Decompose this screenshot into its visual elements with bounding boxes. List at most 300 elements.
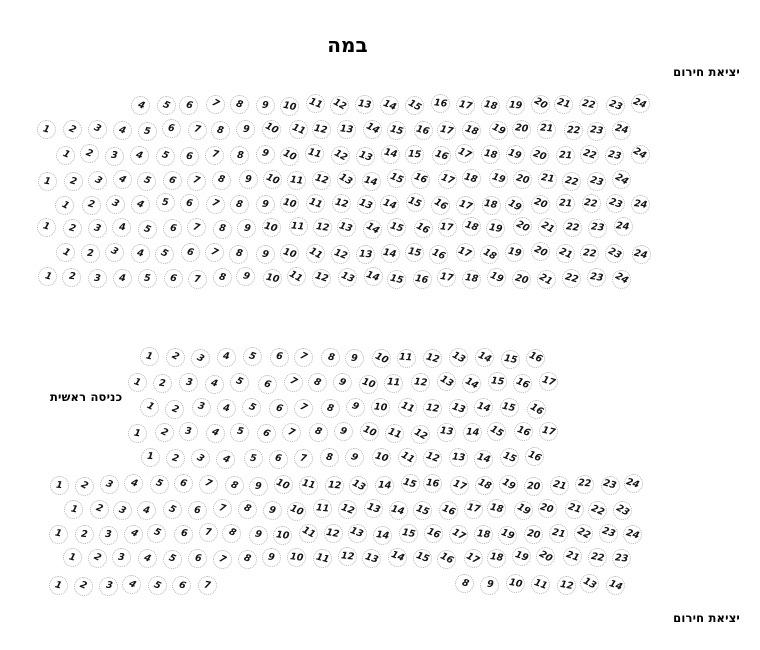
seat[interactable]: [387, 270, 406, 289]
seat[interactable]: [388, 548, 407, 567]
seat[interactable]: [289, 120, 308, 139]
seat[interactable]: [130, 146, 149, 165]
seat[interactable]: [345, 448, 364, 467]
seat[interactable]: [556, 244, 575, 263]
seat[interactable]: [287, 548, 306, 567]
seat[interactable]: [431, 94, 450, 113]
seat[interactable]: [257, 424, 276, 443]
seat[interactable]: [294, 449, 313, 468]
seat[interactable]: [330, 96, 349, 115]
seat[interactable]: [449, 448, 468, 467]
seat[interactable]: [538, 218, 557, 237]
seat[interactable]: [80, 144, 99, 163]
seat[interactable]: [113, 121, 132, 140]
seat[interactable]: [282, 423, 301, 442]
seat[interactable]: [140, 398, 159, 417]
seat[interactable]: [380, 195, 399, 214]
seat[interactable]: [606, 96, 625, 115]
seat[interactable]: [128, 424, 147, 443]
seat[interactable]: [64, 172, 83, 191]
seat[interactable]: [411, 373, 430, 392]
seat[interactable]: [128, 373, 147, 392]
seat[interactable]: [230, 95, 249, 114]
seat[interactable]: [524, 525, 543, 544]
seat[interactable]: [429, 245, 448, 264]
seat[interactable]: [198, 576, 217, 595]
seat[interactable]: [487, 268, 506, 287]
seat[interactable]: [222, 524, 241, 543]
seat[interactable]: [90, 500, 109, 519]
seat[interactable]: [512, 547, 531, 566]
seat[interactable]: [431, 196, 450, 215]
seat[interactable]: [439, 501, 458, 520]
seat[interactable]: [456, 196, 475, 215]
seat[interactable]: [381, 244, 400, 263]
seat[interactable]: [413, 549, 432, 568]
seat[interactable]: [216, 450, 235, 469]
seat[interactable]: [574, 524, 593, 543]
seat[interactable]: [538, 170, 557, 189]
seat[interactable]: [299, 476, 318, 495]
seat[interactable]: [156, 147, 175, 166]
seat[interactable]: [230, 195, 249, 214]
seat[interactable]: [217, 399, 236, 418]
seat[interactable]: [587, 122, 606, 141]
seat[interactable]: [230, 146, 249, 165]
seat[interactable]: [512, 270, 531, 289]
seat[interactable]: [113, 269, 132, 288]
seat[interactable]: [179, 96, 198, 115]
seat[interactable]: [631, 145, 650, 164]
seat[interactable]: [348, 524, 367, 543]
seat[interactable]: [156, 193, 175, 212]
seat[interactable]: [498, 526, 517, 545]
seat[interactable]: [487, 549, 506, 568]
seat[interactable]: [157, 96, 176, 115]
seat[interactable]: [437, 550, 456, 569]
seat[interactable]: [74, 577, 93, 596]
seat[interactable]: [357, 195, 376, 214]
seat[interactable]: [205, 146, 224, 165]
seat[interactable]: [155, 423, 174, 442]
seat[interactable]: [531, 575, 550, 594]
seat[interactable]: [563, 218, 582, 237]
seat[interactable]: [280, 244, 299, 263]
seat[interactable]: [413, 270, 432, 289]
seat[interactable]: [631, 195, 650, 214]
seat[interactable]: [312, 120, 331, 139]
seat[interactable]: [372, 448, 391, 467]
seat[interactable]: [82, 196, 101, 215]
seat[interactable]: [438, 218, 457, 237]
seat[interactable]: [582, 194, 601, 213]
seat[interactable]: [623, 525, 642, 544]
seat[interactable]: [172, 576, 191, 595]
seat[interactable]: [530, 146, 549, 165]
seat[interactable]: [284, 373, 303, 392]
seat[interactable]: [131, 96, 150, 115]
seat[interactable]: [312, 171, 331, 190]
seat[interactable]: [337, 120, 356, 139]
seat[interactable]: [333, 373, 352, 392]
seat[interactable]: [455, 144, 474, 163]
seat[interactable]: [411, 425, 430, 444]
seat[interactable]: [413, 501, 432, 520]
seat[interactable]: [475, 348, 494, 367]
seat[interactable]: [588, 219, 607, 238]
seat[interactable]: [166, 449, 185, 468]
seat[interactable]: [506, 96, 525, 115]
seat[interactable]: [612, 121, 631, 140]
seat[interactable]: [475, 476, 494, 495]
seat[interactable]: [238, 550, 257, 569]
seat[interactable]: [187, 218, 206, 237]
seat[interactable]: [486, 219, 505, 238]
seat[interactable]: [423, 449, 442, 468]
seat[interactable]: [148, 576, 167, 595]
seat[interactable]: [140, 347, 159, 366]
seat[interactable]: [554, 95, 573, 114]
seat[interactable]: [363, 220, 382, 239]
seat[interactable]: [371, 398, 390, 417]
seat[interactable]: [462, 270, 481, 289]
seat[interactable]: [606, 576, 625, 595]
seat[interactable]: [163, 219, 182, 238]
seat[interactable]: [192, 398, 211, 417]
seat[interactable]: [299, 524, 318, 543]
seat[interactable]: [462, 217, 481, 236]
seat[interactable]: [424, 524, 443, 543]
seat[interactable]: [512, 120, 531, 139]
seat[interactable]: [401, 474, 420, 493]
seat[interactable]: [306, 244, 325, 263]
seat[interactable]: [487, 499, 506, 518]
seat[interactable]: [262, 120, 281, 139]
seat[interactable]: [338, 547, 357, 566]
seat[interactable]: [588, 548, 607, 567]
seat[interactable]: [313, 499, 332, 518]
seat[interactable]: [289, 217, 308, 236]
seat[interactable]: [287, 267, 306, 286]
seat[interactable]: [113, 170, 132, 189]
seat[interactable]: [398, 448, 417, 467]
seat[interactable]: [389, 501, 408, 520]
seat[interactable]: [249, 477, 268, 496]
seat[interactable]: [174, 525, 193, 544]
seat[interactable]: [131, 244, 150, 263]
seat[interactable]: [56, 243, 75, 262]
seat[interactable]: [337, 218, 356, 237]
seat[interactable]: [384, 374, 403, 393]
seat[interactable]: [62, 268, 81, 287]
seat[interactable]: [489, 121, 508, 140]
seat[interactable]: [387, 169, 406, 188]
seat[interactable]: [631, 94, 650, 113]
seat[interactable]: [263, 501, 282, 520]
seat[interactable]: [199, 523, 218, 542]
seat[interactable]: [230, 373, 249, 392]
seat[interactable]: [188, 270, 207, 289]
seat[interactable]: [206, 424, 225, 443]
seat[interactable]: [239, 170, 258, 189]
seat[interactable]: [181, 243, 200, 262]
seat[interactable]: [565, 500, 584, 519]
seat[interactable]: [263, 170, 282, 189]
seat[interactable]: [381, 145, 400, 164]
seat[interactable]: [411, 170, 430, 189]
seat[interactable]: [191, 349, 210, 368]
seat[interactable]: [414, 121, 433, 140]
seat[interactable]: [313, 549, 332, 568]
seat[interactable]: [506, 574, 525, 593]
seat[interactable]: [64, 500, 83, 519]
seat[interactable]: [180, 194, 199, 213]
seat[interactable]: [599, 524, 618, 543]
seat[interactable]: [605, 146, 624, 165]
seat[interactable]: [163, 171, 182, 190]
seat[interactable]: [587, 172, 606, 191]
seat[interactable]: [437, 372, 456, 391]
seat[interactable]: [513, 170, 532, 189]
seat[interactable]: [138, 549, 157, 568]
seat[interactable]: [325, 476, 344, 495]
seat[interactable]: [56, 146, 75, 165]
seat[interactable]: [462, 374, 481, 393]
seat[interactable]: [308, 373, 327, 392]
seat[interactable]: [212, 171, 231, 190]
seat[interactable]: [414, 219, 433, 238]
seat[interactable]: [124, 474, 143, 493]
seat[interactable]: [306, 194, 325, 213]
seat[interactable]: [236, 120, 255, 139]
seat[interactable]: [88, 120, 107, 139]
seat[interactable]: [362, 172, 381, 191]
seat[interactable]: [305, 144, 324, 163]
seat[interactable]: [385, 424, 404, 443]
seat[interactable]: [309, 423, 328, 442]
seat[interactable]: [464, 549, 483, 568]
seat[interactable]: [536, 547, 555, 566]
seat[interactable]: [105, 147, 124, 166]
seat[interactable]: [263, 269, 282, 288]
seat[interactable]: [188, 549, 207, 568]
seat[interactable]: [356, 245, 375, 264]
seat[interactable]: [537, 270, 556, 289]
seat[interactable]: [88, 269, 107, 288]
seat[interactable]: [294, 348, 313, 367]
seat[interactable]: [321, 348, 340, 367]
seat[interactable]: [163, 550, 182, 569]
seat[interactable]: [205, 243, 224, 262]
seat[interactable]: [270, 348, 289, 367]
seat[interactable]: [526, 349, 545, 368]
seat[interactable]: [256, 145, 275, 164]
seat[interactable]: [100, 475, 119, 494]
seat[interactable]: [187, 172, 206, 191]
seat[interactable]: [612, 270, 631, 289]
seat[interactable]: [81, 244, 100, 263]
seat[interactable]: [612, 549, 631, 568]
seat[interactable]: [527, 400, 546, 419]
seat[interactable]: [338, 268, 357, 287]
seat[interactable]: [549, 524, 568, 543]
seat[interactable]: [199, 475, 218, 494]
seat[interactable]: [166, 348, 185, 367]
seat[interactable]: [191, 449, 210, 468]
seat[interactable]: [405, 243, 424, 262]
seat[interactable]: [75, 477, 94, 496]
seat[interactable]: [380, 96, 399, 115]
seat[interactable]: [280, 194, 299, 213]
seat[interactable]: [364, 499, 383, 518]
seat[interactable]: [587, 268, 606, 287]
seat[interactable]: [188, 501, 207, 520]
seat[interactable]: [334, 422, 353, 441]
seat[interactable]: [150, 475, 169, 494]
seat[interactable]: [273, 526, 292, 545]
seat[interactable]: [244, 449, 263, 468]
seat[interactable]: [238, 500, 257, 519]
seat[interactable]: [588, 501, 607, 520]
seat[interactable]: [538, 499, 557, 518]
seat[interactable]: [320, 448, 339, 467]
seat[interactable]: [165, 400, 184, 419]
seat[interactable]: [514, 501, 533, 520]
seat[interactable]: [153, 374, 172, 393]
seat[interactable]: [332, 194, 351, 213]
seat[interactable]: [256, 96, 275, 115]
seat[interactable]: [122, 575, 141, 594]
seat[interactable]: [363, 120, 382, 139]
seat[interactable]: [500, 448, 519, 467]
seat[interactable]: [356, 147, 375, 166]
seat[interactable]: [230, 423, 249, 442]
seat[interactable]: [99, 526, 118, 545]
seat[interactable]: [124, 525, 143, 544]
seat[interactable]: [258, 375, 277, 394]
seat[interactable]: [513, 374, 532, 393]
seat[interactable]: [499, 475, 518, 494]
seat[interactable]: [49, 576, 68, 595]
seat[interactable]: [387, 121, 406, 140]
seat[interactable]: [225, 476, 244, 495]
seat[interactable]: [131, 195, 150, 214]
seat[interactable]: [462, 169, 481, 188]
seat[interactable]: [464, 500, 483, 519]
seat[interactable]: [55, 196, 74, 215]
seat[interactable]: [539, 422, 558, 441]
seat[interactable]: [112, 218, 131, 237]
seat[interactable]: [601, 476, 620, 495]
seat[interactable]: [147, 524, 166, 543]
seat[interactable]: [331, 146, 350, 165]
seat[interactable]: [531, 242, 550, 261]
seat[interactable]: [397, 349, 416, 368]
seat[interactable]: [455, 574, 474, 593]
seat[interactable]: [50, 476, 69, 495]
seat[interactable]: [137, 172, 156, 191]
seat[interactable]: [349, 476, 368, 495]
seat[interactable]: [205, 375, 224, 394]
seat[interactable]: [38, 172, 57, 191]
seat[interactable]: [449, 399, 468, 418]
seat[interactable]: [525, 447, 544, 466]
seat[interactable]: [364, 267, 383, 286]
seat[interactable]: [337, 170, 356, 189]
seat[interactable]: [387, 218, 406, 237]
seat[interactable]: [605, 244, 624, 263]
seat[interactable]: [399, 524, 418, 543]
seat[interactable]: [206, 95, 225, 114]
seat[interactable]: [524, 477, 543, 496]
seat[interactable]: [432, 146, 451, 165]
seat[interactable]: [506, 145, 525, 164]
seat[interactable]: [632, 245, 651, 264]
seat[interactable]: [557, 576, 576, 595]
seat[interactable]: [249, 526, 268, 545]
seat[interactable]: [237, 219, 256, 238]
seat[interactable]: [138, 269, 157, 288]
seat[interactable]: [423, 399, 442, 418]
seat[interactable]: [398, 398, 417, 417]
seat[interactable]: [164, 269, 183, 288]
seat[interactable]: [531, 95, 550, 114]
seat[interactable]: [474, 450, 493, 469]
seat[interactable]: [481, 145, 500, 164]
seat[interactable]: [579, 96, 598, 115]
seat[interactable]: [88, 171, 107, 190]
seat[interactable]: [324, 524, 343, 543]
seat[interactable]: [229, 245, 248, 264]
seat[interactable]: [505, 196, 524, 215]
seat[interactable]: [513, 217, 532, 236]
seat[interactable]: [306, 94, 325, 113]
seat[interactable]: [294, 399, 313, 418]
seat[interactable]: [269, 450, 288, 469]
seat[interactable]: [500, 398, 519, 417]
seat[interactable]: [312, 269, 331, 288]
seat[interactable]: [575, 475, 594, 494]
seat[interactable]: [63, 120, 82, 139]
seat[interactable]: [137, 501, 156, 520]
seat[interactable]: [613, 501, 632, 520]
seat[interactable]: [141, 448, 160, 467]
seat[interactable]: [580, 244, 599, 263]
seat[interactable]: [88, 549, 107, 568]
seat[interactable]: [360, 422, 379, 441]
seat[interactable]: [345, 349, 364, 368]
seat[interactable]: [321, 399, 340, 418]
seat[interactable]: [612, 170, 631, 189]
seat[interactable]: [423, 349, 442, 368]
seat[interactable]: [38, 267, 57, 286]
seat[interactable]: [274, 475, 293, 494]
seat[interactable]: [242, 398, 261, 417]
seat[interactable]: [438, 170, 457, 189]
seat[interactable]: [505, 243, 524, 262]
seat[interactable]: [474, 398, 493, 417]
seat[interactable]: [280, 97, 299, 116]
seat[interactable]: [456, 96, 475, 115]
seat[interactable]: [405, 96, 424, 115]
seat[interactable]: [37, 218, 56, 237]
seat[interactable]: [262, 548, 281, 567]
seat[interactable]: [550, 476, 569, 495]
seat[interactable]: [138, 122, 157, 141]
seat[interactable]: [338, 500, 357, 519]
seat[interactable]: [614, 217, 633, 236]
seat[interactable]: [406, 193, 425, 212]
